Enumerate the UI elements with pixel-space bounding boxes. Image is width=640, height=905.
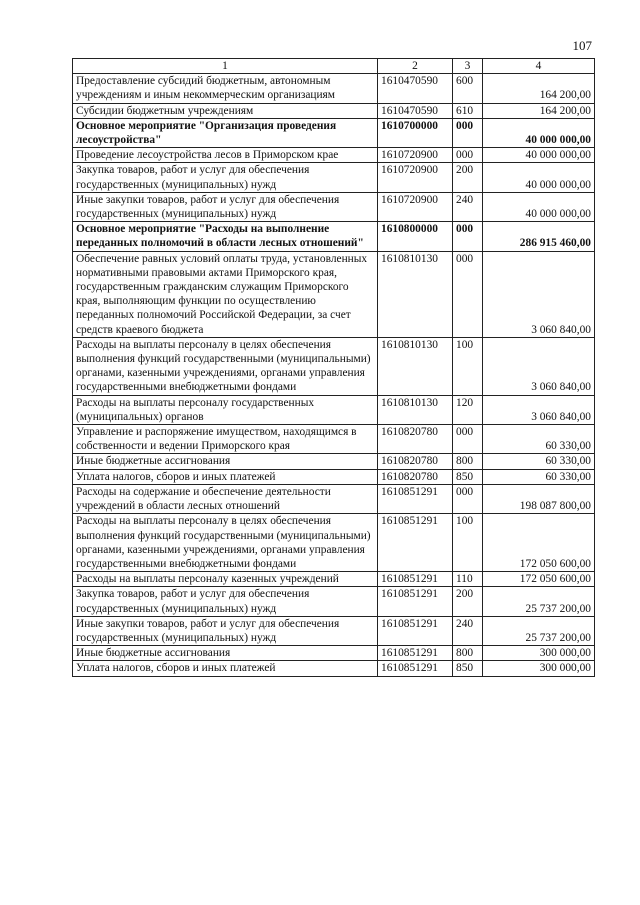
row-type-cell: 850 [453, 469, 483, 484]
row-type-cell: 000 [453, 484, 483, 513]
row-code-cell: 1610810130 [378, 395, 453, 424]
row-type-cell: 240 [453, 192, 483, 221]
row-type-cell: 200 [453, 587, 483, 616]
row-type-cell: 110 [453, 572, 483, 587]
row-code-cell: 1610720900 [378, 163, 453, 192]
row-amount-cell: 286 915 460,00 [483, 222, 595, 251]
row-code-cell: 1610820780 [378, 425, 453, 454]
row-type-cell: 000 [453, 425, 483, 454]
row-amount-cell: 164 200,00 [483, 74, 595, 103]
row-name-cell: Иные закупки товаров, работ и услуг для обеспечения государственных (муниципальных) нужд [73, 192, 378, 221]
row-type-cell: 850 [453, 661, 483, 676]
row-code-cell: 1610720900 [378, 148, 453, 163]
row-amount-cell: 25 737 200,00 [483, 616, 595, 645]
row-name-cell: Субсидии бюджетным учреждениям [73, 103, 378, 118]
row-amount-cell: 172 050 600,00 [483, 572, 595, 587]
row-amount-cell: 40 000 000,00 [483, 148, 595, 163]
row-name-cell: Расходы на содержание и обеспечение деятельности учреждений в области лесных отношений [73, 484, 378, 513]
row-amount-cell: 300 000,00 [483, 646, 595, 661]
row-type-cell: 800 [453, 646, 483, 661]
row-amount-cell: 3 060 840,00 [483, 251, 595, 337]
row-name-cell: Основное мероприятие "Организация проведения лесоустройства" [73, 118, 378, 147]
table-row [73, 646, 595, 661]
table-row [73, 74, 595, 103]
row-name-cell: Иные закупки товаров, работ и услуг для обеспечения государственных (муниципальных) нужд [73, 616, 378, 645]
row-code-cell: 1610700000 [378, 118, 453, 147]
table-row [73, 395, 595, 424]
row-name-cell: Закупка товаров, работ и услуг для обеспечения государственных (муниципальных) нужд [73, 163, 378, 192]
row-type-cell: 000 [453, 118, 483, 147]
row-type-cell: 100 [453, 514, 483, 572]
row-amount-cell: 164 200,00 [483, 103, 595, 118]
table-row [73, 251, 595, 337]
row-code-cell: 1610851291 [378, 484, 453, 513]
table-row [73, 192, 595, 221]
row-name-cell: Закупка товаров, работ и услуг для обеспечения государственных (муниципальных) нужд [73, 587, 378, 616]
column-header-3: 3 [453, 59, 483, 74]
row-code-cell: 1610820780 [378, 454, 453, 469]
row-name-cell: Расходы на выплаты персоналу в целях обеспечения выполнения функций государственными (муниципальными) органами, казенными учреждениями, органами управления государственными внебюджетными фондами [73, 337, 378, 395]
row-type-cell: 100 [453, 337, 483, 395]
row-type-cell: 000 [453, 251, 483, 337]
row-type-cell: 800 [453, 454, 483, 469]
row-amount-cell: 25 737 200,00 [483, 587, 595, 616]
table-row [73, 587, 595, 616]
row-type-cell: 610 [453, 103, 483, 118]
row-type-cell: 000 [453, 148, 483, 163]
row-amount-cell: 60 330,00 [483, 454, 595, 469]
row-code-cell: 1610720900 [378, 192, 453, 221]
row-name-cell: Расходы на выплаты персоналу казенных учреждений [73, 572, 378, 587]
table-row [73, 572, 595, 587]
row-type-cell: 120 [453, 395, 483, 424]
row-type-cell: 240 [453, 616, 483, 645]
row-amount-cell: 60 330,00 [483, 425, 595, 454]
table-body [73, 74, 595, 676]
row-name-cell: Предоставление субсидий бюджетным, автономным учреждениям и иным некоммерческим организациям [73, 74, 378, 103]
page-number: 107 [572, 38, 592, 53]
row-amount-cell: 40 000 000,00 [483, 118, 595, 147]
row-code-cell: 1610851291 [378, 616, 453, 645]
table-row [73, 514, 595, 572]
row-code-cell: 1610810130 [378, 337, 453, 395]
table-header-row [73, 59, 595, 74]
row-type-cell: 600 [453, 74, 483, 103]
row-code-cell: 1610800000 [378, 222, 453, 251]
row-name-cell: Уплата налогов, сборов и иных платежей [73, 469, 378, 484]
table-row [73, 103, 595, 118]
row-amount-cell: 3 060 840,00 [483, 337, 595, 395]
table-row [73, 118, 595, 147]
row-code-cell: 1610810130 [378, 251, 453, 337]
row-code-cell: 1610470590 [378, 103, 453, 118]
table-row [73, 661, 595, 676]
table-row [73, 222, 595, 251]
row-name-cell: Обеспечение равных условий оплаты труда, установленных нормативными правовыми актами Приморского края, государственным гражданским служащим Приморского края, выполняющим функции по осуществлению переданных полномочий Российской Федерации, за счет средств краевого бюджета [73, 251, 378, 337]
row-amount-cell: 198 087 800,00 [483, 484, 595, 513]
row-type-cell: 200 [453, 163, 483, 192]
row-name-cell: Управление и распоряжение имуществом, находящимся в собственности и ведении Приморского края [73, 425, 378, 454]
row-type-cell: 000 [453, 222, 483, 251]
row-amount-cell: 3 060 840,00 [483, 395, 595, 424]
table-row [73, 163, 595, 192]
row-amount-cell: 172 050 600,00 [483, 514, 595, 572]
row-code-cell: 1610851291 [378, 646, 453, 661]
row-code-cell: 1610820780 [378, 469, 453, 484]
column-header-1: 1 [73, 59, 378, 74]
row-name-cell: Расходы на выплаты персоналу в целях обеспечения выполнения функций государственными (муниципальными) органами, казенными учреждениями, органами управления государственными внебюджетными фондами [73, 514, 378, 572]
row-code-cell: 1610851291 [378, 587, 453, 616]
row-code-cell: 1610851291 [378, 514, 453, 572]
row-amount-cell: 40 000 000,00 [483, 192, 595, 221]
row-name-cell: Иные бюджетные ассигнования [73, 646, 378, 661]
table-row [73, 148, 595, 163]
budget-table [72, 58, 595, 677]
table-row [73, 469, 595, 484]
row-code-cell: 1610470590 [378, 74, 453, 103]
row-name-cell: Расходы на выплаты персоналу государственных (муниципальных) органов [73, 395, 378, 424]
row-name-cell: Основное мероприятие "Расходы на выполнение переданных полномочий в области лесных отношений" [73, 222, 378, 251]
row-amount-cell: 60 330,00 [483, 469, 595, 484]
table-row [73, 425, 595, 454]
table-row [73, 484, 595, 513]
table-row [73, 337, 595, 395]
row-amount-cell: 300 000,00 [483, 661, 595, 676]
table-row [73, 616, 595, 645]
table-row [73, 454, 595, 469]
row-code-cell: 1610851291 [378, 661, 453, 676]
column-header-4: 4 [483, 59, 595, 74]
row-amount-cell: 40 000 000,00 [483, 163, 595, 192]
column-header-2: 2 [378, 59, 453, 74]
row-name-cell: Иные бюджетные ассигнования [73, 454, 378, 469]
row-code-cell: 1610851291 [378, 572, 453, 587]
row-name-cell: Проведение лесоустройства лесов в Приморском крае [73, 148, 378, 163]
row-name-cell: Уплата налогов, сборов и иных платежей [73, 661, 378, 676]
